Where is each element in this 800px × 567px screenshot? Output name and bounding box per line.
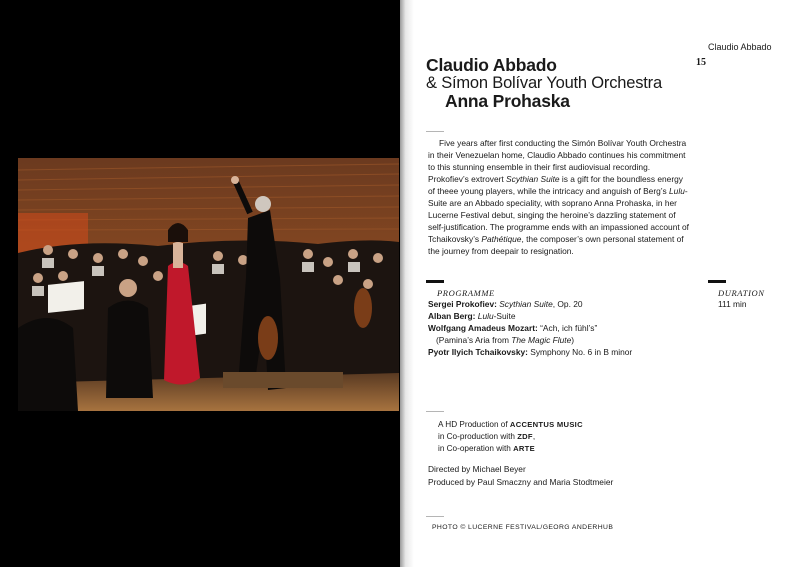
- list-item: [428, 322, 698, 334]
- credit-company: ZDF: [517, 432, 533, 441]
- work-detail: ): [571, 335, 575, 346]
- concert-photo-illustration: [18, 158, 399, 411]
- composer-name: Alban Berg:: [428, 311, 476, 322]
- divider-rule: [426, 411, 444, 412]
- credit-line: [438, 431, 583, 443]
- work-detail: (Pamina’s Aria from: [436, 335, 512, 346]
- title-soloist: Anna Prohaska: [445, 91, 570, 111]
- title-orchestra: & Símon Bolívar Youth Orchestra: [426, 74, 662, 92]
- work-detail: Symphony No. 6 in B minor: [527, 347, 633, 358]
- duration-label: DURATION: [718, 288, 765, 298]
- book-gutter: [400, 0, 414, 567]
- intro-text: is a gift for the boundless energy of theee young players, while the intricacy and anguish of Berg’s: [428, 174, 683, 196]
- intro-text: -Suite are an Abbado speciality, with soprano Anna Prohaska, in her Lucerne Festival debut, singing the heroine’s dazzling statement of self-justification. The programme ends with an impassioned account of Tchaikovsky’s: [428, 186, 689, 244]
- work-detail: -Suite: [493, 311, 516, 322]
- duration-rule: [708, 280, 726, 283]
- intro-work-title: Lulu: [669, 186, 685, 196]
- composer-name: Sergei Prokofiev:: [428, 299, 497, 309]
- duration-value: 111 min: [718, 299, 747, 309]
- work-title: The Magic Flute: [511, 335, 572, 346]
- programme-rule: [426, 280, 444, 283]
- concert-photo: [18, 158, 399, 411]
- directed-by: Directed by Michael Beyer: [428, 464, 526, 474]
- title-conductor: Claudio Abbado: [426, 55, 557, 75]
- credit-line: [438, 419, 583, 431]
- director-credits: [428, 463, 613, 488]
- intro-work-title: Pathétique: [481, 234, 522, 244]
- list-item: [428, 298, 698, 310]
- production-credits: [438, 419, 583, 455]
- list-item: [428, 334, 698, 346]
- work-title: Scythian Suite: [499, 299, 553, 309]
- work-detail: , Op. 20: [552, 299, 583, 309]
- composer-name: Wolfgang Amadeus Mozart:: [428, 323, 538, 334]
- intro-text: Five years after first conducting the Simón Bolívar Youth Orchestra in their Venezuelan home, Claudio Abbado continues his commitment to this stunning ensemble in their first audiovisual recording. Prokofiev’s extrovert: [428, 138, 687, 184]
- divider-rule: [426, 516, 444, 517]
- title-block: [426, 56, 662, 110]
- work-detail: “Ach, ich fühl’s”: [537, 323, 598, 334]
- composer-name: Pyotr Ilyich Tchaikovsky:: [428, 347, 528, 358]
- programme-list: [428, 298, 698, 358]
- list-item: [428, 310, 698, 322]
- credit-text: in Co-production with: [438, 432, 518, 441]
- credit-text: in Co-operation with: [438, 444, 514, 453]
- produced-by: Produced by Paul Smaczny and Maria Stodtmeier: [428, 476, 614, 487]
- page-number: 15: [696, 57, 706, 68]
- intro-work-title: Scythian Suite: [506, 174, 560, 184]
- credit-text: ,: [532, 432, 536, 441]
- intro-paragraph: [428, 137, 690, 257]
- programme-label: PROGRAMME: [437, 288, 495, 298]
- work-title: Lulu: [477, 311, 494, 322]
- credit-company: ARTE: [513, 444, 535, 453]
- credit-company: ACCENTUS MUSIC: [509, 420, 583, 429]
- credit-text: A HD Production of: [438, 420, 510, 429]
- running-head: Claudio Abbado: [708, 42, 772, 52]
- credit-line: [438, 443, 583, 455]
- intro-text: , the composer’s own personal statement of the journey from deepair to resignation.: [428, 234, 684, 256]
- list-item: [428, 346, 698, 358]
- divider-rule: [426, 131, 444, 132]
- photo-credit: PHOTO © LUCERNE FESTIVAL/GEORG ANDERHUB: [432, 524, 614, 531]
